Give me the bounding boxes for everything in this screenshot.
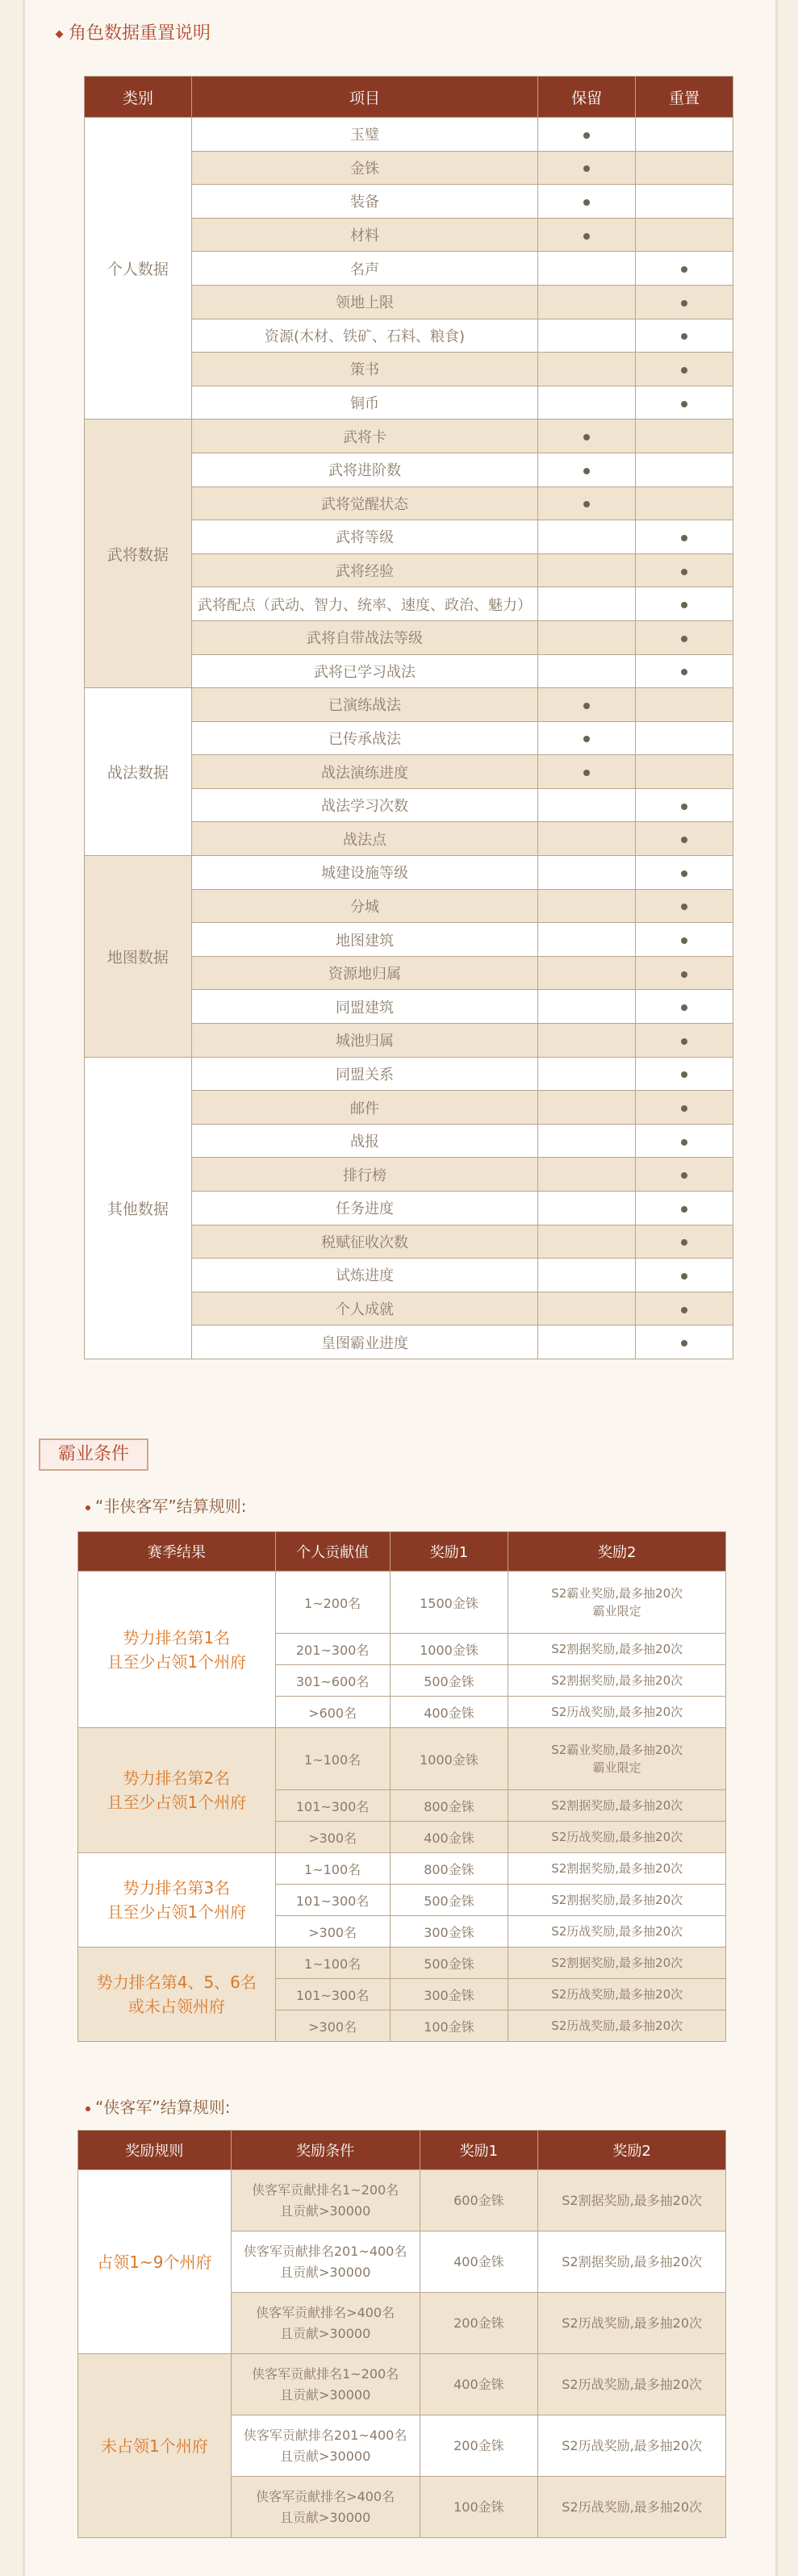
reward1-cell: 1000金铢	[390, 1728, 508, 1790]
dot-icon	[583, 434, 590, 440]
keep-cell	[538, 1124, 636, 1158]
reward1-cell: 500金铢	[390, 1885, 508, 1916]
reset-cell	[636, 386, 733, 420]
item-cell: 个人成就	[191, 1292, 537, 1326]
reward1-cell: 400金铢	[390, 1822, 508, 1853]
reward2-line: S2历战奖励,最多抽20次	[551, 1987, 683, 2002]
reward2-cell	[508, 1572, 726, 1634]
dot-icon	[681, 300, 687, 307]
dot-icon	[583, 199, 590, 206]
result-line: 或未占领州府	[127, 1997, 225, 2016]
keep-cell	[538, 151, 636, 185]
condition-line: 侠客军贡献排名>400名	[256, 2488, 395, 2504]
range-cell: >300名	[275, 2010, 390, 2042]
reset-cell	[636, 218, 733, 252]
keep-cell	[538, 520, 636, 554]
reset-cell	[636, 990, 733, 1024]
dot-icon	[681, 602, 687, 608]
item-cell: 铜币	[191, 386, 537, 420]
dot-icon	[583, 736, 590, 742]
condition-line: 且贡献>30000	[279, 2264, 371, 2280]
reset-cell	[636, 1292, 733, 1326]
section-title: 角色数据重置说明	[56, 19, 211, 44]
season-result-cell	[78, 1728, 276, 1853]
season-result-cell	[78, 1572, 276, 1728]
reward1-cell: 100金铢	[420, 2477, 538, 2538]
column-header: 个人贡献值	[275, 1532, 390, 1572]
item-cell: 排行榜	[191, 1158, 537, 1192]
keep-cell	[538, 721, 636, 755]
non-xiake-reward-table	[77, 1531, 726, 2042]
condition-cell	[231, 2415, 420, 2477]
item-cell: 武将觉醒状态	[191, 486, 537, 520]
table-header-row	[78, 2131, 726, 2170]
dot-icon	[681, 870, 687, 877]
reward2-cell: S2割据奖励,最多抽20次	[538, 2170, 726, 2232]
reset-cell	[636, 1057, 733, 1091]
keep-cell	[538, 620, 636, 654]
reward2-cell	[508, 1979, 726, 2010]
reward2-cell: S2历战奖励,最多抽20次	[538, 2354, 726, 2415]
keep-cell	[538, 654, 636, 688]
reward1-cell: 200金铢	[420, 2293, 538, 2354]
range-cell: 101~300名	[275, 1885, 390, 1916]
reset-cell	[636, 1259, 733, 1292]
item-cell: 武将配点（武动、智力、统率、速度、政治、魅力）	[191, 587, 537, 621]
item-cell: 城建设施等级	[191, 856, 537, 890]
reward2-cell	[508, 1634, 726, 1665]
keep-cell	[538, 1259, 636, 1292]
dot-icon	[583, 165, 590, 172]
keep-cell	[538, 285, 636, 319]
reset-cell	[636, 755, 733, 789]
diamond-icon	[56, 30, 64, 38]
item-cell: 城池归属	[191, 1024, 537, 1058]
range-cell: >600名	[275, 1697, 390, 1728]
keep-cell	[538, 1158, 636, 1192]
keep-cell	[538, 1024, 636, 1058]
reward2-cell	[508, 1728, 726, 1790]
reset-cell	[636, 1192, 733, 1225]
condition-line: 侠客军贡献排名1~200名	[252, 2365, 399, 2382]
item-cell: 武将卡	[191, 420, 537, 453]
reward1-cell: 400金铢	[390, 1697, 508, 1728]
item-cell: 战法点	[191, 822, 537, 856]
column-header: 类别	[85, 77, 192, 118]
table-row	[85, 420, 733, 453]
result-line: 势力排名第3名	[123, 1878, 231, 1898]
keep-cell	[538, 386, 636, 420]
table-row	[78, 2170, 726, 2232]
table-row	[85, 688, 733, 722]
reset-cell	[636, 453, 733, 486]
reset-cell	[636, 185, 733, 219]
column-header: 赛季结果	[78, 1532, 276, 1572]
reset-cell	[636, 721, 733, 755]
condition-line: 且贡献>30000	[279, 2448, 371, 2464]
reward2-cell: S2历战奖励,最多抽20次	[538, 2293, 726, 2354]
dot-icon	[681, 1206, 687, 1213]
reward-rule-cell: 未占领1个州府	[78, 2354, 232, 2538]
reset-cell	[636, 822, 733, 856]
result-line: 且至少占领1个州府	[107, 1902, 247, 1922]
column-header: 奖励1	[420, 2131, 538, 2170]
keep-cell	[538, 185, 636, 219]
column-header: 保留	[538, 77, 636, 118]
dot-icon	[681, 804, 687, 810]
table-header-row	[78, 1532, 726, 1572]
reward2-line: S2霸业奖励,最多抽20次	[551, 1743, 683, 1757]
reset-cell	[636, 956, 733, 990]
condition-cell	[231, 2477, 420, 2538]
keep-cell	[538, 453, 636, 486]
keep-cell	[538, 1192, 636, 1225]
item-cell: 材料	[191, 218, 537, 252]
reward2-cell	[508, 1885, 726, 1916]
range-cell: 201~300名	[275, 1634, 390, 1665]
dot-icon	[681, 1071, 687, 1078]
table-row	[85, 118, 733, 152]
item-cell: 地图建筑	[191, 923, 537, 957]
keep-cell	[538, 822, 636, 856]
dot-icon	[681, 937, 687, 944]
reward2-line: 霸业限定	[592, 1604, 641, 1618]
dot-icon	[583, 703, 590, 709]
condition-line: 侠客军贡献排名201~400名	[243, 2427, 407, 2443]
item-cell: 已传承战法	[191, 721, 537, 755]
item-cell: 税赋征收次数	[191, 1225, 537, 1259]
reset-cell	[636, 252, 733, 286]
keep-cell	[538, 1057, 636, 1091]
keep-cell	[538, 990, 636, 1024]
reset-cell	[636, 285, 733, 319]
table-row	[78, 1948, 726, 1979]
reward1-cell: 400金铢	[420, 2354, 538, 2415]
item-cell: 武将已学习战法	[191, 654, 537, 688]
reset-cell	[636, 151, 733, 185]
column-header: 重置	[636, 77, 733, 118]
reward1-cell: 500金铢	[390, 1665, 508, 1697]
keep-cell	[538, 319, 636, 353]
reward2-cell: S2历战奖励,最多抽20次	[538, 2415, 726, 2477]
keep-cell	[538, 553, 636, 587]
result-line: 势力排名第2名	[123, 1768, 231, 1788]
reset-cell	[636, 1124, 733, 1158]
reward1-cell: 800金铢	[390, 1790, 508, 1822]
item-cell: 武将经验	[191, 553, 537, 587]
condition-cell	[231, 2354, 420, 2415]
dot-icon	[681, 636, 687, 642]
reward2-cell: S2割据奖励,最多抽20次	[538, 2232, 726, 2293]
table-row	[78, 2354, 726, 2415]
item-cell: 名声	[191, 252, 537, 286]
dot-icon	[681, 367, 687, 374]
keep-cell	[538, 856, 636, 890]
dot-icon	[681, 1004, 687, 1011]
column-header: 奖励2	[538, 2131, 726, 2170]
dot-icon	[583, 770, 590, 776]
reward-rule-cell: 占领1~9个州府	[78, 2170, 232, 2354]
category-cell: 地图数据	[85, 856, 192, 1058]
table-row	[78, 1728, 726, 1790]
reset-cell	[636, 553, 733, 587]
dot-icon	[681, 837, 687, 843]
reward2-cell	[508, 1916, 726, 1948]
keep-cell	[538, 118, 636, 152]
dot-icon	[681, 1307, 687, 1313]
reward2-line: S2割据奖励,最多抽20次	[551, 1673, 683, 1688]
range-cell: 1~100名	[275, 1853, 390, 1885]
dot-icon	[583, 501, 590, 507]
reward2-cell	[508, 1853, 726, 1885]
condition-line: 且贡献>30000	[279, 2325, 371, 2341]
range-cell: 1~200名	[275, 1572, 390, 1634]
subsection-title: “侠客军”结算规则:	[86, 2094, 230, 2118]
dot-icon	[681, 535, 687, 541]
reward2-line: S2割据奖励,最多抽20次	[551, 1956, 683, 1970]
keep-cell	[538, 923, 636, 957]
reset-cell	[636, 788, 733, 822]
reward2-line: S2割据奖励,最多抽20次	[551, 1798, 683, 1813]
dot-icon	[681, 1172, 687, 1179]
reset-cell	[636, 1158, 733, 1192]
reward1-cell: 600金铢	[420, 2170, 538, 2232]
table-row	[78, 1572, 726, 1634]
condition-cell	[231, 2170, 420, 2232]
reset-cell	[636, 353, 733, 386]
table-row	[85, 1057, 733, 1091]
reward2-line: S2历战奖励,最多抽20次	[551, 2019, 683, 2033]
dot-icon	[681, 266, 687, 273]
item-cell: 战法学习次数	[191, 788, 537, 822]
reward1-cell: 800金铢	[390, 1853, 508, 1885]
season-result-cell	[78, 1948, 276, 2042]
section-banner: 霸业条件	[39, 1438, 148, 1471]
item-cell: 战法演练进度	[191, 755, 537, 789]
item-cell: 已演练战法	[191, 688, 537, 722]
condition-line: 且贡献>30000	[279, 2509, 371, 2525]
item-cell: 策书	[191, 353, 537, 386]
keep-cell	[538, 420, 636, 453]
item-cell: 资源(木材、铁矿、石料、粮食)	[191, 319, 537, 353]
condition-line: 侠客军贡献排名201~400名	[243, 2243, 407, 2259]
keep-cell	[538, 1326, 636, 1359]
category-cell: 个人数据	[85, 118, 192, 420]
reward2-cell	[508, 1697, 726, 1728]
range-cell: >300名	[275, 1822, 390, 1853]
item-cell: 金铢	[191, 151, 537, 185]
condition-cell	[231, 2232, 420, 2293]
dot-icon	[681, 1038, 687, 1045]
reset-cell	[636, 420, 733, 453]
condition-line: 侠客军贡献排名1~200名	[252, 2181, 399, 2198]
reward2-cell	[508, 1665, 726, 1697]
reset-cell	[636, 587, 733, 621]
column-header: 奖励1	[390, 1532, 508, 1572]
result-line: 且至少占领1个州府	[107, 1651, 247, 1672]
dot-icon	[681, 1239, 687, 1246]
reset-cell	[636, 620, 733, 654]
dot-icon	[583, 468, 590, 474]
item-cell: 武将进阶数	[191, 453, 537, 486]
reset-cell	[636, 118, 733, 152]
reward1-cell: 1500金铢	[390, 1572, 508, 1634]
item-cell: 同盟建筑	[191, 990, 537, 1024]
category-cell: 其他数据	[85, 1057, 192, 1359]
item-cell: 同盟关系	[191, 1057, 537, 1091]
result-line: 势力排名第4、5、6名	[96, 1973, 257, 1992]
keep-cell	[538, 587, 636, 621]
column-header: 奖励条件	[231, 2131, 420, 2170]
reward2-line: S2霸业奖励,最多抽20次	[551, 1586, 683, 1601]
reward1-cell: 1000金铢	[390, 1634, 508, 1665]
reset-cell	[636, 889, 733, 923]
dot-icon	[681, 669, 687, 675]
item-cell: 领地上限	[191, 285, 537, 319]
dot-icon	[681, 1273, 687, 1280]
range-cell: >300名	[275, 1916, 390, 1948]
item-cell: 玉璧	[191, 118, 537, 152]
keep-cell	[538, 889, 636, 923]
reward1-cell: 500金铢	[390, 1948, 508, 1979]
condition-cell	[231, 2293, 420, 2354]
reward2-cell	[508, 1790, 726, 1822]
item-cell: 邮件	[191, 1091, 537, 1125]
season-result-cell	[78, 1853, 276, 1948]
reset-cell	[636, 319, 733, 353]
reset-cell	[636, 1091, 733, 1125]
range-cell: 301~600名	[275, 1665, 390, 1697]
dot-icon	[681, 401, 687, 407]
reward1-cell: 400金铢	[420, 2232, 538, 2293]
keep-cell	[538, 1225, 636, 1259]
reward1-cell: 300金铢	[390, 1979, 508, 2010]
keep-cell	[538, 956, 636, 990]
dot-icon	[681, 1105, 687, 1112]
reward2-cell	[508, 1948, 726, 1979]
subsection-title: “非侠客军”结算规则:	[86, 1493, 246, 1517]
keep-cell	[538, 688, 636, 722]
reset-cell	[636, 1225, 733, 1259]
reward2-line: S2割据奖励,最多抽20次	[551, 1861, 683, 1876]
item-cell: 分城	[191, 889, 537, 923]
table-row	[85, 856, 733, 890]
table-row	[78, 1853, 726, 1885]
keep-cell	[538, 353, 636, 386]
reward1-cell: 300金铢	[390, 1916, 508, 1948]
reward1-cell: 100金铢	[390, 2010, 508, 2042]
dot-icon	[583, 233, 590, 240]
item-cell: 任务进度	[191, 1192, 537, 1225]
item-cell: 装备	[191, 185, 537, 219]
dot-icon	[681, 1139, 687, 1146]
column-header: 奖励2	[508, 1532, 726, 1572]
bullet-icon	[86, 2106, 90, 2111]
reset-cell	[636, 654, 733, 688]
condition-line: 且贡献>30000	[279, 2202, 371, 2219]
reward2-cell	[508, 1822, 726, 1853]
dot-icon	[681, 1340, 687, 1346]
keep-cell	[538, 1292, 636, 1326]
item-cell: 武将自带战法等级	[191, 620, 537, 654]
dot-icon	[583, 132, 590, 139]
xiake-reward-table	[77, 2130, 726, 2538]
range-cell: 1~100名	[275, 1728, 390, 1790]
category-cell: 战法数据	[85, 688, 192, 856]
item-cell: 试炼进度	[191, 1259, 537, 1292]
column-header: 奖励规则	[78, 2131, 232, 2170]
reset-cell	[636, 1024, 733, 1058]
dot-icon	[681, 569, 687, 575]
table-header-row	[85, 77, 733, 118]
reset-cell	[636, 688, 733, 722]
reward2-line: S2历战奖励,最多抽20次	[551, 1705, 683, 1719]
bullet-icon	[86, 1505, 90, 1510]
reward2-line: S2历战奖励,最多抽20次	[551, 1924, 683, 1939]
keep-cell	[538, 252, 636, 286]
range-cell: 101~300名	[275, 1979, 390, 2010]
reset-table	[84, 76, 733, 1359]
result-line: 势力排名第1名	[123, 1627, 231, 1647]
result-line: 且至少占领1个州府	[107, 1793, 247, 1812]
keep-cell	[538, 755, 636, 789]
column-header: 项目	[191, 77, 537, 118]
reset-cell	[636, 923, 733, 957]
category-cell: 武将数据	[85, 420, 192, 688]
keep-cell	[538, 486, 636, 520]
reward2-line: S2割据奖励,最多抽20次	[551, 1893, 683, 1907]
keep-cell	[538, 218, 636, 252]
reset-cell	[636, 486, 733, 520]
keep-cell	[538, 1091, 636, 1125]
reward2-cell	[508, 2010, 726, 2042]
reset-cell	[636, 856, 733, 890]
item-cell: 战报	[191, 1124, 537, 1158]
dot-icon	[681, 904, 687, 910]
reward2-line: S2割据奖励,最多抽20次	[551, 1642, 683, 1656]
reset-cell	[636, 520, 733, 554]
dot-icon	[681, 971, 687, 978]
reward2-cell: S2历战奖励,最多抽20次	[538, 2477, 726, 2538]
reward2-line: 霸业限定	[592, 1760, 641, 1775]
range-cell: 101~300名	[275, 1790, 390, 1822]
dot-icon	[681, 333, 687, 340]
condition-line: 侠客军贡献排名>400名	[256, 2304, 395, 2320]
reset-cell	[636, 1326, 733, 1359]
keep-cell	[538, 788, 636, 822]
reward2-line: S2历战奖励,最多抽20次	[551, 1830, 683, 1844]
reward1-cell: 200金铢	[420, 2415, 538, 2477]
item-cell: 资源地归属	[191, 956, 537, 990]
item-cell: 武将等级	[191, 520, 537, 554]
range-cell: 1~100名	[275, 1948, 390, 1979]
item-cell: 皇图霸业进度	[191, 1326, 537, 1359]
condition-line: 且贡献>30000	[279, 2386, 371, 2403]
